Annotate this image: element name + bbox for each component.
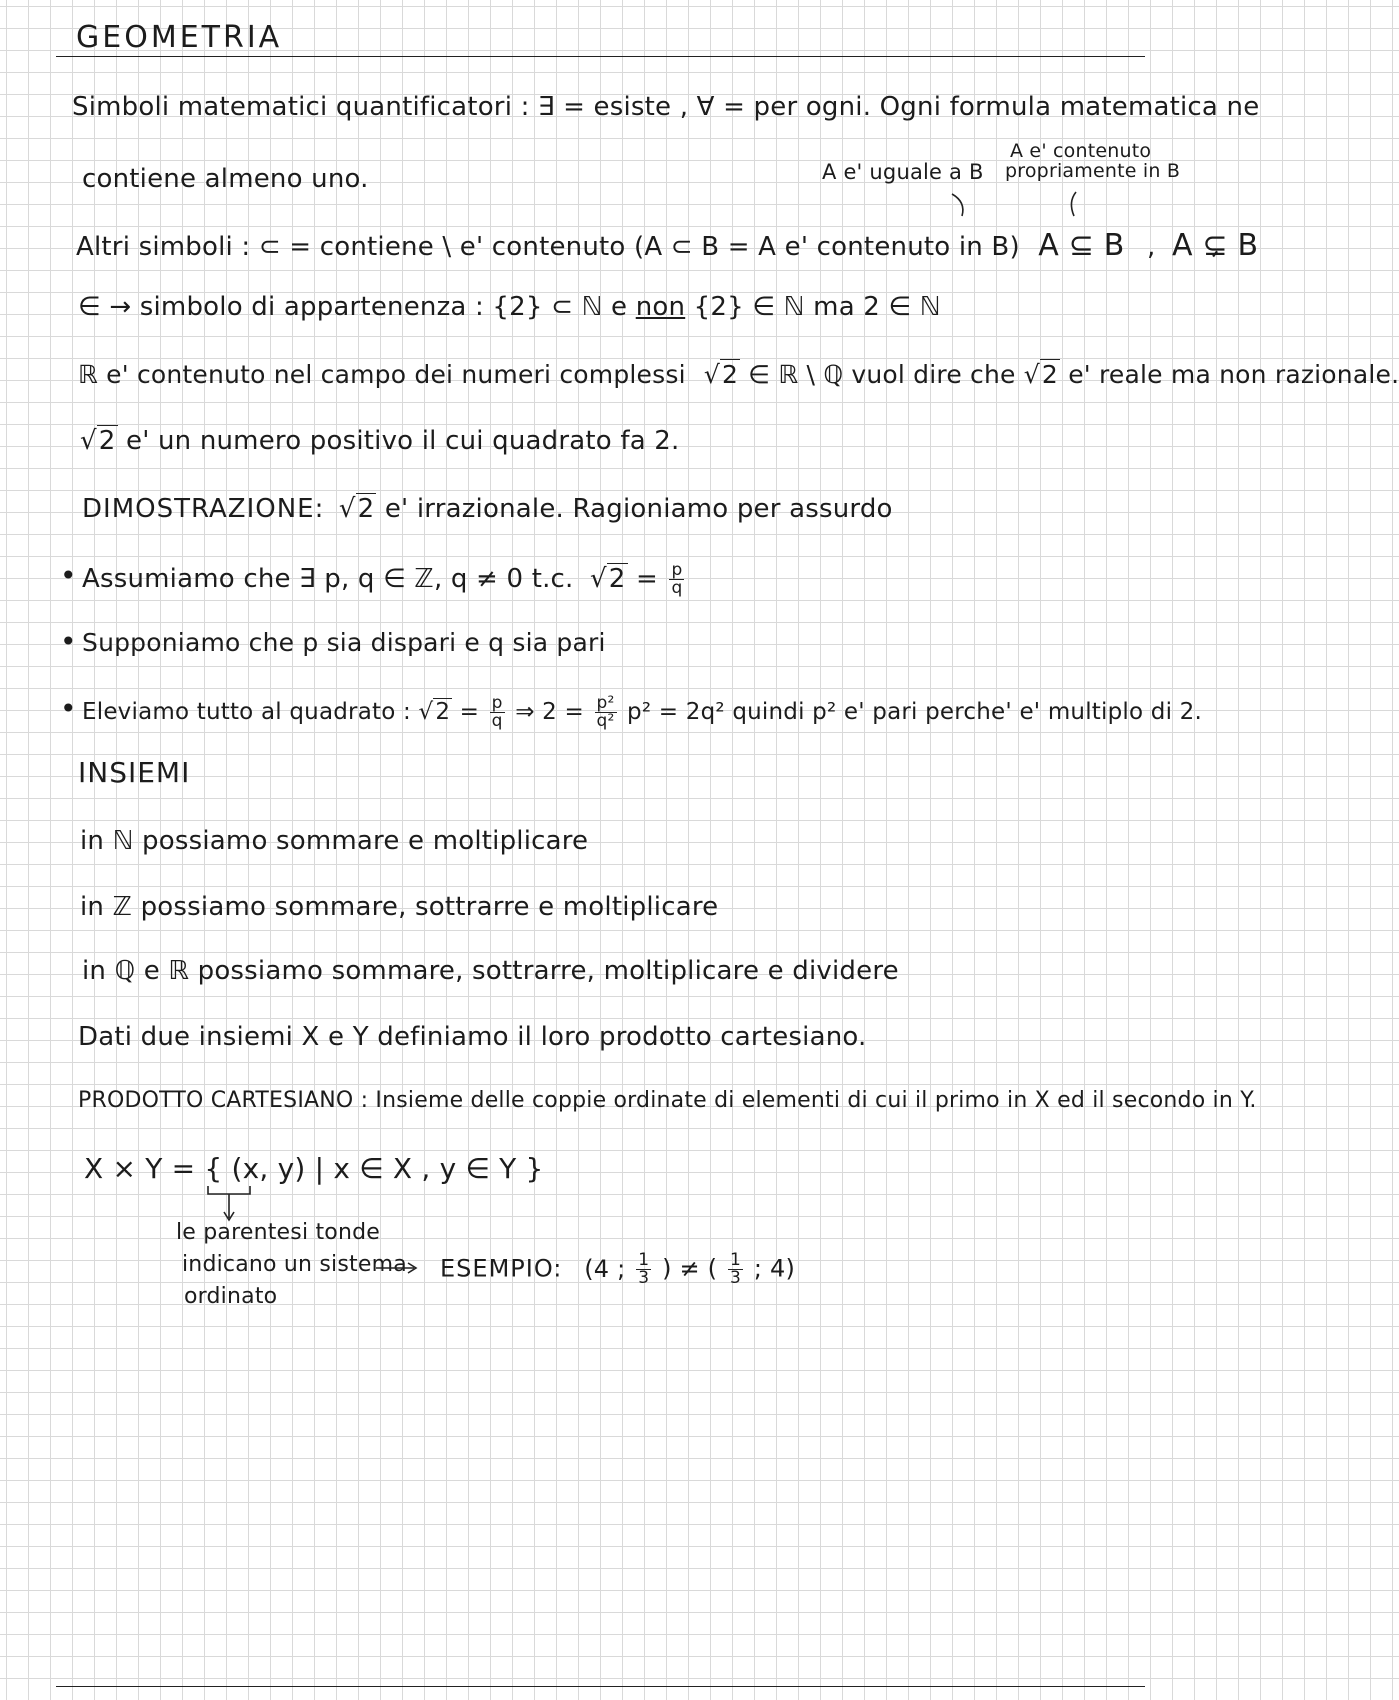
arrow-down-head xyxy=(224,1212,234,1220)
fraction-one-third: $\frac{1}{3}$ xyxy=(638,1250,650,1288)
reals-text-b: ∈ ℝ \ ℚ vuol dire che xyxy=(748,360,1016,389)
example-formula-c: ; 4) xyxy=(753,1254,796,1283)
line-sqrt2-definition xyxy=(80,426,680,456)
bullet-square-conclusion: p² = 2q² quindi p² e' pari perche' e' multiplo di 2. xyxy=(627,699,1203,725)
reals-text-c: e' reale ma non razionale. xyxy=(1068,360,1399,389)
line-proof-intro xyxy=(82,494,893,524)
line-reals xyxy=(78,360,1399,389)
fraction-p2-over-q2: $\frac{\text{p²}}{\text{q²}}$ xyxy=(596,693,615,731)
arrow-to-subset-eq xyxy=(952,194,963,216)
subset-proper-symbol: A ⊊ B xyxy=(1171,228,1259,263)
line-sets-n: in ℕ possiamo sommare e moltiplicare xyxy=(80,826,589,856)
example-formula-b: ) ≠ ( xyxy=(662,1254,718,1283)
membership-suffix: {2} ∈ ℕ ma 2 ∈ ℕ xyxy=(693,292,941,322)
bullet-assume-eq: = xyxy=(635,564,658,594)
bottom-rule xyxy=(56,1686,1145,1687)
subset-eq-symbol: A ⊆ B xyxy=(1038,228,1125,263)
bullet-icon: • xyxy=(60,692,77,725)
sqrt-symbol: √2 xyxy=(418,699,451,725)
note-parentheses-1: le parentesi tonde xyxy=(176,1220,380,1245)
line-membership xyxy=(78,292,941,322)
bullet-square-eq: = xyxy=(459,699,480,725)
proof-heading: DIMOSTRAZIONE: xyxy=(82,494,325,524)
note-parentheses-2: indicano un sistema xyxy=(182,1252,407,1277)
proof-intro-text: e' irrazionale. Ragioniamo per assurdo xyxy=(384,494,893,524)
bracket-under-pair xyxy=(208,1186,250,1194)
membership-prefix: ∈ → simbolo di appartenenza : {2} ⊂ ℕ e xyxy=(78,292,628,322)
bullet-suppose: Supponiamo che p sia dispari e q sia pari xyxy=(82,628,606,657)
sqrt-symbol: √2 xyxy=(338,494,375,524)
bullet-icon: • xyxy=(60,625,77,658)
sqrt-symbol: √2 xyxy=(1023,360,1059,389)
line-quantifiers: Simboli matematici quantificatori : ∃ = esiste , ∀ = per ogni. Ogni formula matematica ne xyxy=(72,92,1260,122)
note-parentheses-3: ordinato xyxy=(184,1284,278,1309)
note-subset-equal: A e' uguale a B xyxy=(822,160,984,184)
arrow-to-subset-proper xyxy=(1071,192,1076,216)
sqrt-symbol: √2 xyxy=(589,564,626,594)
title-underline xyxy=(56,56,1145,57)
example-formula-a: (4 ; xyxy=(584,1254,626,1283)
line-sets-qr: in ℚ e ℝ possiamo sommare, sottrarre, moltiplicare e dividere xyxy=(82,956,899,986)
bullet-assume-text: Assumiamo che ∃ p, q ∈ ℤ, q ≠ 0 t.c. xyxy=(82,564,574,594)
line-other-symbols xyxy=(76,228,1258,263)
bullet-square-implies: ⇒ 2 = xyxy=(515,699,584,725)
line-quantifiers-cont: contiene almeno uno. xyxy=(82,164,369,194)
fraction-one-third: $\frac{1}{3}$ xyxy=(730,1250,742,1288)
note-subset-proper-2: propriamente in B xyxy=(1005,160,1181,182)
bullet-icon: • xyxy=(60,559,77,592)
sqrt2-definition-text: e' un numero positivo il cui quadrato fa 2. xyxy=(126,426,680,456)
page-title: GEOMETRIA xyxy=(76,20,283,55)
line-given-sets: Dati due insiemi X e Y definiamo il loro prodotto cartesiano. xyxy=(78,1022,867,1052)
membership-non: non xyxy=(635,292,686,322)
example-label: ESEMPIO: xyxy=(440,1254,563,1283)
note-subset-proper-1: A e' contenuto xyxy=(1010,140,1152,162)
sqrt-symbol: √2 xyxy=(703,360,739,389)
fraction-p-over-q: $\frac{p}{q}$ xyxy=(491,693,503,731)
sqrt-symbol: √2 xyxy=(80,426,116,456)
line-sets-z: in ℤ possiamo sommare, sottrarre e moltiplicare xyxy=(80,892,719,922)
other-symbols-text: Altri simboli : ⊂ = contiene \ e' contenuto (A ⊂ B = A e' contenuto in B) xyxy=(76,232,1020,262)
cartesian-formula: X × Y = { (x, y) | x ∈ X , y ∈ Y } xyxy=(84,1152,544,1185)
symbol-separator: , xyxy=(1147,232,1156,262)
bullet-square xyxy=(82,695,1202,730)
example-line xyxy=(440,1252,795,1287)
bullet-assume xyxy=(82,562,687,597)
reals-text-a: ℝ e' contenuto nel campo dei numeri complessi xyxy=(78,360,686,389)
fraction-p-over-q: $\frac{p}{q}$ xyxy=(671,560,683,598)
line-cartesian-def: PRODOTTO CARTESIANO : Insieme delle coppie ordinate di elementi di cui il primo in X ed il secondo in Y. xyxy=(78,1088,1257,1113)
bullet-square-text: Eleviamo tutto al quadrato : xyxy=(82,699,411,725)
sets-heading: INSIEMI xyxy=(78,756,191,789)
arrow-to-example-head xyxy=(408,1263,416,1273)
